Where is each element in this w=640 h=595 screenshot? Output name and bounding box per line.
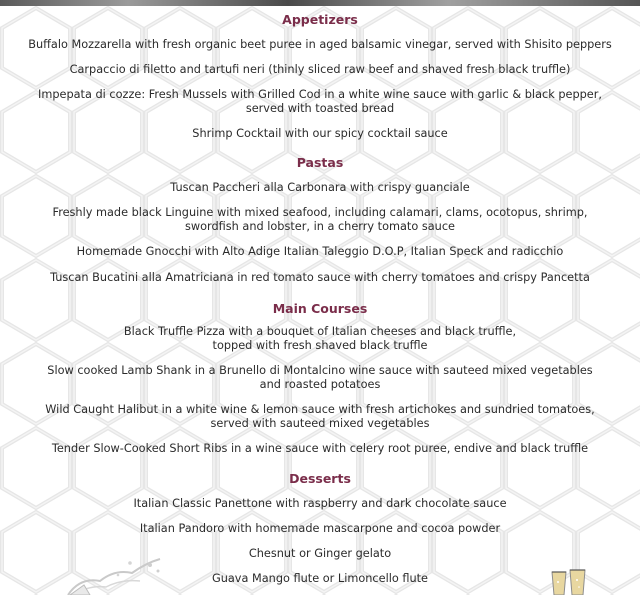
menu-item: Freshly made black Linguine with mixed seafood, including calamari, clams, ocotopus, shrimp, (52, 206, 588, 219)
section-heading-pastas: Pastas (296, 155, 344, 170)
menu-item: Buffalo Mozzarella with fresh organic beet puree in aged balsamic vinegar, served with Shisito peppers (28, 38, 612, 51)
menu-item: Italian Classic Panettone with raspberry and dark chocolate sauce (133, 497, 507, 510)
champagne-splash-illustration (60, 555, 170, 595)
section-heading-appetizers: Appetizers (282, 12, 358, 27)
menu-item-continued: swordfish and lobster, in a cherry tomato sauce (185, 220, 455, 233)
menu-item: Chesnut or Ginger gelato (248, 547, 392, 560)
menu-item: Slow cooked Lamb Shank in a Brunello di Montalcino wine sauce with sauteed mixed vegetables (47, 364, 593, 377)
section-heading-desserts: Desserts (289, 471, 351, 486)
menu-item: Homemade Gnocchi with Alto Adige Italian Taleggio D.O.P, Italian Speck and radicchio (76, 245, 564, 258)
menu-item: Tender Slow-Cooked Short Ribs in a wine sauce with celery root puree, endive and black truffle (51, 442, 589, 455)
menu-item: Tuscan Bucatini alla Amatriciana in red tomato sauce with cherry tomatoes and crispy Pancetta (50, 271, 590, 284)
menu-item: Black Truffle Pizza with a bouquet of Italian cheeses and black truffle, (123, 325, 517, 338)
menu-item-continued: served with toasted bread (245, 102, 395, 115)
menu-item-continued: and roasted potatoes (259, 378, 381, 391)
menu-item: Carpaccio di filetto and tartufi neri (thinly sliced raw beef and shaved fresh black truffle) (69, 63, 571, 76)
menu-item: Shrimp Cocktail with our spicy cocktail sauce (192, 127, 448, 140)
menu-item: Impepata di cozze: Fresh Mussels with Grilled Cod in a white wine sauce with garlic & black pepper, (38, 88, 602, 101)
section-heading-main-courses: Main Courses (272, 301, 368, 316)
menu-item-continued: topped with fresh shaved black truffle (212, 339, 428, 352)
menu-item: Italian Pandoro with homemade mascarpone and cocoa powder (139, 522, 501, 535)
menu-item: Wild Caught Halibut in a white wine & lemon sauce with fresh artichokes and sundried tomatoes, (45, 403, 595, 416)
champagne-glasses-illustration (548, 566, 592, 595)
menu-item: Guava Mango flute or Limoncello flute (211, 572, 429, 585)
menu-item-continued: served with sauteed mixed vegetables (210, 417, 430, 430)
menu-item: Tuscan Paccheri alla Carbonara with crispy guanciale (170, 181, 470, 194)
